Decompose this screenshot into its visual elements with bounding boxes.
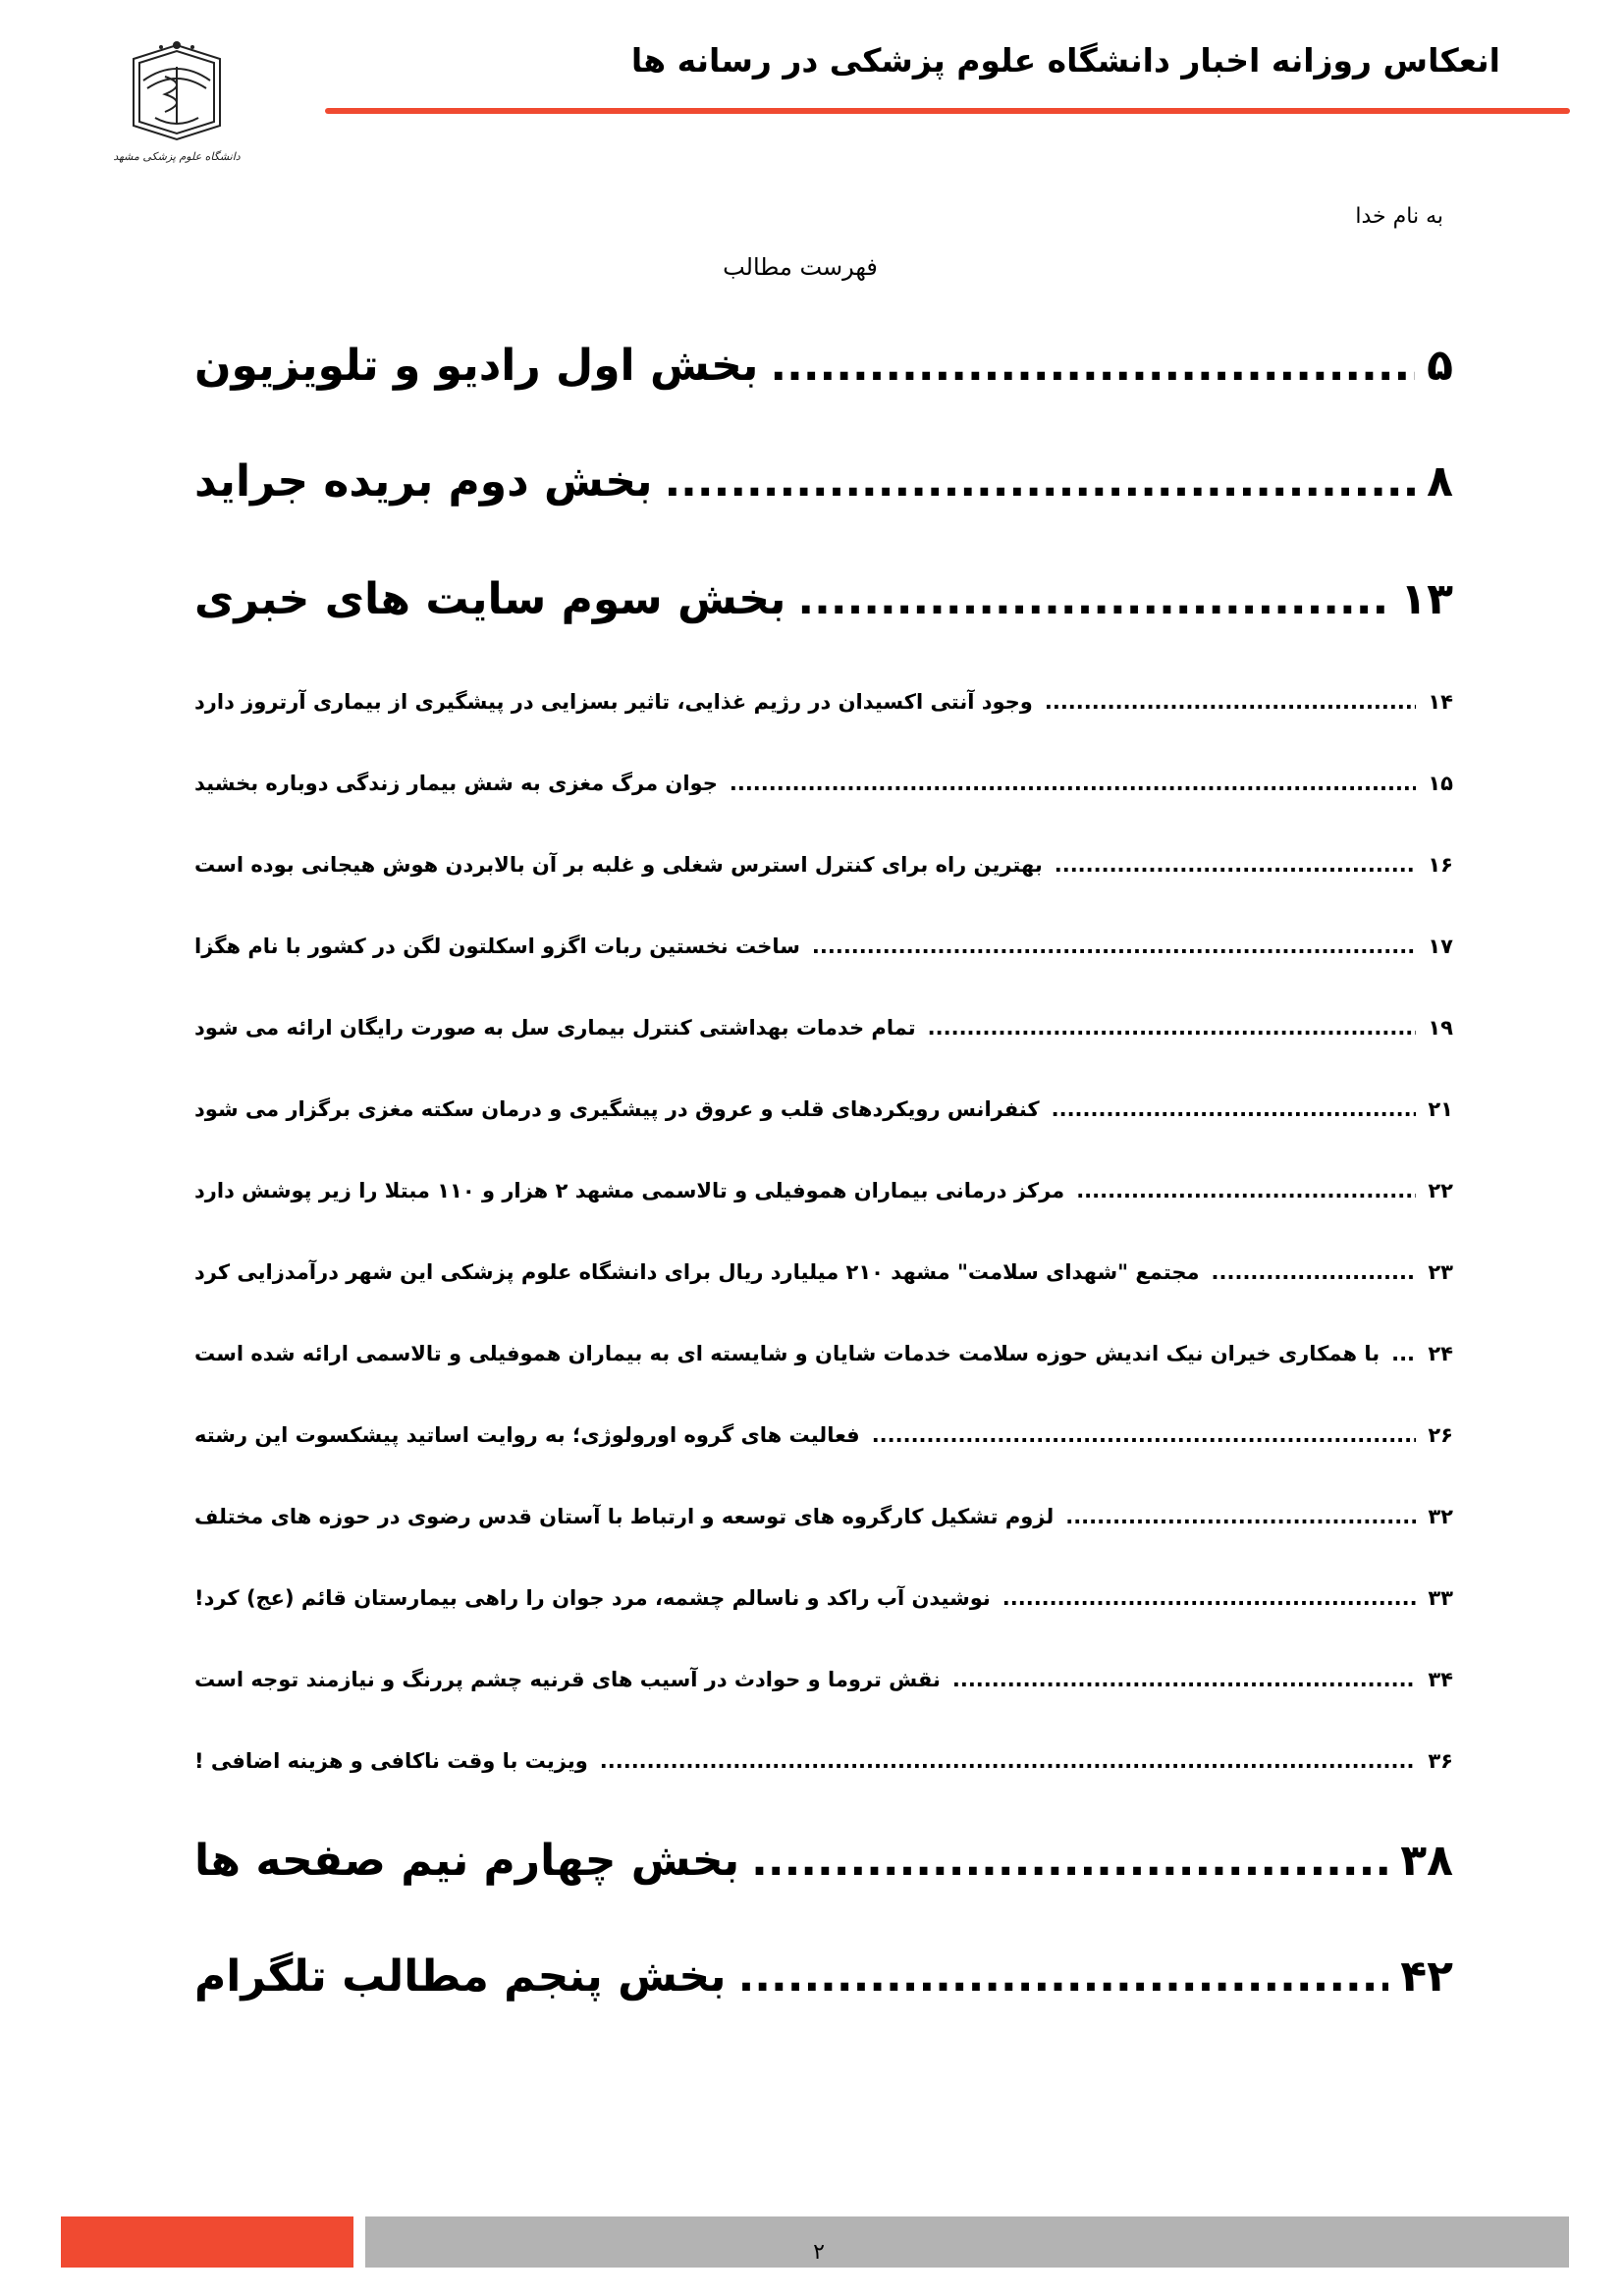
toc-page-number: ۳۲ [1428,1505,1453,1528]
toc-page-number: ۲۲ [1428,1179,1453,1202]
toc-page-number: ۲۶ [1428,1423,1453,1447]
toc-leader-dots [1212,1260,1417,1284]
toc-leader-dots [1065,1505,1416,1528]
toc-item-label: وجود آنتی اکسیدان در رژیم غذایی، تاثیر بسزایی در پیشگیری از بیماری آرتروز دارد [194,690,1033,714]
toc-page-number: ۲۱ [1428,1097,1453,1121]
toc-item-label: مجتمع "شهدای سلامت" مشهد ۲۱۰ میلیارد ریال برای دانشگاه علوم پزشکی این شهر درآمدزایی کرد [194,1260,1200,1284]
toc-item-label: فعالیت های گروه اورولوژی؛ به روایت اساتید پیشکسوت این رشته [194,1423,860,1447]
toc-page-number: ۱۳ [1400,574,1453,624]
toc-item-label: ویزیت با وقت ناکافی و هزینه اضافی ! [194,1749,588,1773]
toc-leader-dots [1002,1586,1417,1610]
toc-item-label: کنفرانس رویکردهای قلب و عروق در پیشگیری و درمان سکته مغزی برگزار می شود [194,1097,1040,1121]
toc-item-label: جوان مرگ مغزی به شش بیمار زندگی دوباره بخشید [194,772,718,795]
toc-item[interactable] [194,1586,1453,1610]
toc-page-number: ۲۴ [1428,1342,1453,1365]
toc-section-3[interactable] [194,574,1453,624]
toc-item[interactable] [194,1668,1453,1691]
toc-page-number: ۴۲ [1400,1951,1453,2002]
toc-section-label: بخش سوم سایت های خبری [194,574,786,624]
toc-leader-dots [872,1423,1417,1447]
toc-item[interactable] [194,1423,1453,1447]
toc-leader-dots [1391,1342,1416,1365]
toc-page-number: ۱۹ [1428,1016,1453,1040]
toc-leader-dots [770,341,1415,391]
toc-item[interactable] [194,1505,1453,1528]
toc-leader-dots [664,456,1415,507]
toc-item-label: لزوم تشکیل کارگروه های توسعه و ارتباط با آستان قدس رضوی در حوزه های مختلف [194,1505,1055,1528]
toc-page-number: ۳۳ [1428,1586,1453,1610]
page-number: ۲ [813,2240,825,2265]
toc-item-label: تمام خدمات بهداشتی کنترل بیماری سل به صورت رایگان ارائه می شود [194,1016,916,1040]
toc-page-number: ۱۷ [1428,934,1453,958]
toc-page-number: ۵ [1427,341,1453,391]
toc-section-label: بخش پنجم مطالب تلگرام [194,1951,727,2002]
toc-item-label: نقش تروما و حوادث در آسیب های قرنیه چشم پررنگ و نیازمند توجه است [194,1668,941,1691]
table-of-contents [194,0,1453,2296]
toc-page-number: ۸ [1427,456,1453,507]
toc-leader-dots [1045,690,1417,714]
toc-page-number: ۲۳ [1428,1260,1453,1284]
toc-section-4[interactable] [194,1836,1453,1886]
toc-item[interactable] [194,1016,1453,1040]
toc-item-label: ساخت نخستین ربات اگزو اسکلتون لگن در کشور با نام هگزا [194,934,800,958]
toc-item[interactable] [194,1097,1453,1121]
toc-item[interactable] [194,1749,1453,1773]
toc-leader-dots [928,1016,1417,1040]
toc-item[interactable] [194,1179,1453,1202]
toc-item[interactable] [194,1342,1453,1365]
toc-leader-dots [1052,1097,1417,1121]
basmala: به نام خدا [1355,204,1443,229]
toc-leader-dots [1076,1179,1416,1202]
toc-item-label: بهترین راه برای کنترل استرس شغلی و غلبه بر آن بالابردن هوش هیجانی بوده است [194,853,1043,877]
toc-section-5[interactable] [194,1951,1453,2002]
toc-item-label: مرکز درمانی بیماران هموفیلی و تالاسمی مشهد ۲ هزار و ۱۱۰ مبتلا را زیر پوشش دارد [194,1179,1065,1202]
toc-page-number: ۳۴ [1428,1668,1453,1691]
toc-leader-dots [812,934,1416,958]
toc-leader-dots [952,1668,1417,1691]
toc-item[interactable] [194,690,1453,714]
toc-leader-dots [730,772,1417,795]
toc-item[interactable] [194,934,1453,958]
toc-leader-dots [751,1836,1388,1886]
toc-item[interactable] [194,853,1453,877]
toc-page-number: ۳۸ [1400,1836,1453,1886]
toc-item-label: نوشیدن آب راکد و ناسالم چشمه، مرد جوان را راهی بیمارستان قائم (عج) کرد! [194,1586,991,1610]
toc-leader-dots [600,1749,1417,1773]
toc-item-label: با همکاری خیران نیک اندیش حوزه سلامت خدمات شایان و شایسته ای به بیماران هموفیلی و تالاسمی ارائه شده است [194,1342,1380,1365]
toc-item[interactable] [194,772,1453,795]
toc-page-number: ۱۵ [1428,772,1453,795]
toc-section-label: بخش دوم بریده جراید [194,456,653,507]
toc-section-label: بخش اول رادیو و تلویزیون [194,341,759,391]
toc-section-2[interactable] [194,456,1453,507]
toc-leader-dots [738,1951,1389,2002]
toc-page-number: ۱۶ [1428,853,1453,877]
toc-leader-dots [797,574,1388,624]
toc-section-label: بخش چهارم نیم صفحه ها [194,1836,740,1886]
toc-item[interactable] [194,1260,1453,1284]
toc-title: فهرست مطالب [723,253,878,281]
logo-caption: دانشگاه علوم پزشکی مشهد [113,150,241,163]
toc-page-number: ۳۶ [1428,1749,1453,1773]
toc-leader-dots [1055,853,1417,877]
toc-page-number: ۱۴ [1428,690,1453,714]
toc-section-1[interactable] [194,341,1453,391]
header-title: انعکاس روزانه اخبار دانشگاه علوم پزشکی در رسانه ها [630,41,1500,80]
